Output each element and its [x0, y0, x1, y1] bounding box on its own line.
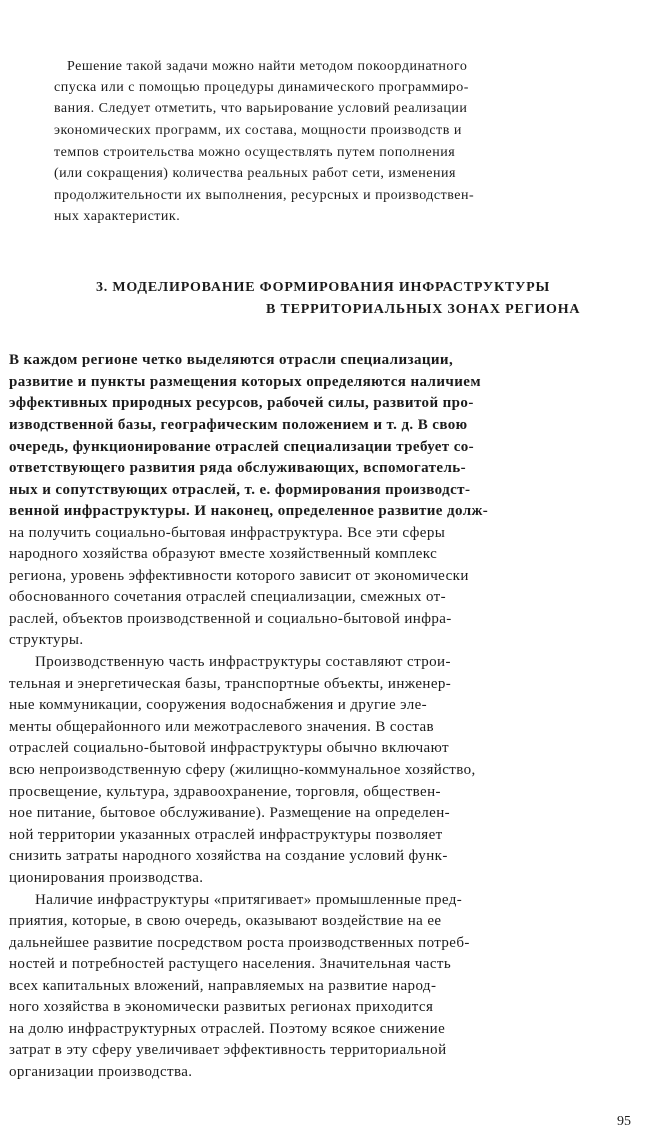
- text-line: на получить социально-бытовая инфраструктура. Все эти сферы: [9, 525, 446, 541]
- text-line: организации производства.: [9, 1064, 193, 1080]
- text-line: Наличие инфраструктуры «притягивает» промышленные пред-: [35, 892, 463, 908]
- text-line: обоснованного сочетания отраслей специализации, смежных от-: [9, 589, 447, 605]
- text-line: на долю инфраструктурных отраслей. Поэтому всякое снижение: [9, 1021, 446, 1037]
- text-line: ной территории указанных отраслей инфраструктуры позволяет: [9, 827, 443, 843]
- text-line: ционирования производства.: [9, 870, 204, 886]
- text-line: народного хозяйства образуют вместе хозяйственный комплекс: [9, 546, 438, 562]
- text-line: приятия, которые, в свою очередь, оказывают воздействие на ее: [9, 913, 442, 929]
- text-line: всю непроизводственную сферу (жилищно-коммунальное хозяйство,: [9, 762, 476, 778]
- text-line: региона, уровень эффективности которого зависит от экономически: [9, 568, 469, 584]
- text-line: очередь, функционирование отраслей специализации требует со-: [9, 439, 475, 455]
- text-line: венной инфраструктуры. И наконец, определенное развитие долж-: [9, 503, 489, 519]
- text-line: вания. Следует отметить, что варьирование условий реализации: [54, 101, 468, 116]
- text-line: развитие и пункты размещения которых определяются наличием: [9, 374, 481, 390]
- heading-line: В ТЕРРИТОРИАЛЬНЫХ ЗОНАХ РЕГИОНА: [266, 302, 581, 317]
- text-line: (или сокращения) количества реальных работ сети, изменения: [54, 166, 456, 181]
- text-line: тельная и энергетическая базы, транспортные объекты, инженер-: [9, 676, 452, 692]
- text-line: отраслей социально-бытовой инфраструктуры обычно включают: [9, 740, 449, 756]
- text-line: дальнейшее развитие посредством роста производственных потреб-: [9, 935, 470, 951]
- text-line: ное питание, бытовое обслуживание). Размещение на определен-: [9, 805, 451, 821]
- text-line: менты общерайонного или межотраслевого значения. В состав: [9, 719, 434, 735]
- text-line: просвещение, культура, здравоохранение, торговля, обществен-: [9, 784, 441, 800]
- text-line: снизить затраты народного хозяйства на создание условий функ-: [9, 848, 448, 864]
- text-line: экономических программ, их состава, мощности производств и: [54, 123, 462, 138]
- text-line: продолжительности их выполнения, ресурсных и производствен-: [54, 188, 475, 203]
- text-line: изводственной базы, географическим положением и т. д. В свою: [9, 417, 468, 433]
- text-line: ных характеристик.: [54, 209, 181, 224]
- text-line: В каждом регионе четко выделяются отрасли специализации,: [9, 352, 454, 368]
- text-line: эффективных природных ресурсов, рабочей силы, развитой про-: [9, 395, 474, 411]
- text-line: ные коммуникации, сооружения водоснабжения и другие эле-: [9, 697, 428, 713]
- text-line: Решение такой задачи можно найти методом покоординатного: [67, 59, 468, 74]
- text-line: ного хозяйства в экономически развитых регионах приходится: [9, 999, 434, 1015]
- text-line: всех капитальных вложений, направляемых на развитие народ-: [9, 978, 437, 994]
- text-line: структуры.: [9, 632, 84, 648]
- text-line: затрат в эту сферу увеличивает эффективность территориальной: [9, 1042, 447, 1058]
- text-line: темпов строительства можно осуществлять путем пополнения: [54, 145, 456, 160]
- text-line: ностей и потребностей растущего населения. Значительная часть: [9, 956, 452, 972]
- heading-line: 3. МОДЕЛИРОВАНИЕ ФОРМИРОВАНИЯ ИНФРАСТРУКТУРЫ: [96, 280, 551, 295]
- text-line: раслей, объектов производственной и социально-бытовой инфра-: [9, 611, 452, 627]
- page-number: 95: [617, 1114, 631, 1129]
- text-line: Производственную часть инфраструктуры составляют строи-: [35, 654, 451, 670]
- text-line: ответствующего развития ряда обслуживающих, вспомогатель-: [9, 460, 467, 476]
- text-line: спуска или с помощью процедуры динамического программиро-: [54, 80, 469, 95]
- text-line: ных и сопутствующих отраслей, т. е. формирования производст-: [9, 482, 471, 498]
